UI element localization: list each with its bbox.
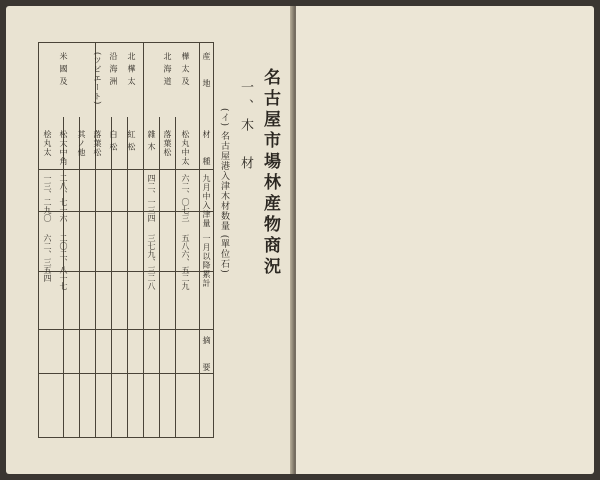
row1-oct: 五八六、五二九 bbox=[181, 234, 190, 290]
row3-sep: 四二、一三四 bbox=[147, 174, 156, 222]
row9-oct: 六二、三五四 bbox=[43, 234, 52, 282]
row5-type: 白 松 bbox=[109, 130, 118, 152]
row3-type: 雜 木 bbox=[147, 130, 156, 152]
row4-type: 紅 松 bbox=[127, 130, 136, 152]
row8-type: 松大中角 bbox=[59, 130, 68, 166]
header-oct: 一月以降累計 bbox=[202, 234, 211, 288]
row6-origin: (ツビエート) bbox=[93, 52, 102, 106]
row4-origin: 北 樺 太 bbox=[127, 52, 136, 87]
row3-oct: 三七九、三二八 bbox=[147, 234, 156, 290]
row8-oct: 二〇二、八一七 bbox=[59, 234, 68, 290]
header-sep: 九月中入津量 bbox=[202, 174, 211, 228]
row9-type: 桧丸太 bbox=[43, 130, 52, 157]
row5-origin: 沿 海 洲 bbox=[109, 52, 118, 87]
row9-sep: 一三、二九〇 bbox=[43, 174, 52, 222]
row2-type: 落葉松 bbox=[163, 130, 172, 157]
row1-sep: 六二、〇七三 bbox=[181, 174, 190, 222]
document-title: 名古屋市場林産物商況 bbox=[260, 68, 280, 278]
right-page bbox=[296, 6, 594, 474]
subsection-heading: (イ) 名古屋港入津木材数量 (單位石) bbox=[219, 108, 229, 274]
row6-type: 落葉松 bbox=[93, 130, 102, 157]
row7-type: 其ノ他 bbox=[77, 130, 86, 157]
section-heading: 一、木 材 bbox=[238, 80, 253, 175]
row8-sep: 二八、七一六 bbox=[59, 174, 68, 222]
row1-origin: 樺 太 及 bbox=[181, 52, 190, 87]
row1-type: 松丸中太 bbox=[181, 130, 190, 166]
header-origin: 産 地 bbox=[202, 52, 211, 88]
header-type: 材 種 bbox=[202, 130, 211, 166]
header-remark: 摘 要 bbox=[202, 336, 211, 372]
row2-origin: 北 海 道 bbox=[163, 52, 172, 87]
row8-origin: 米 國 及 bbox=[59, 52, 68, 87]
